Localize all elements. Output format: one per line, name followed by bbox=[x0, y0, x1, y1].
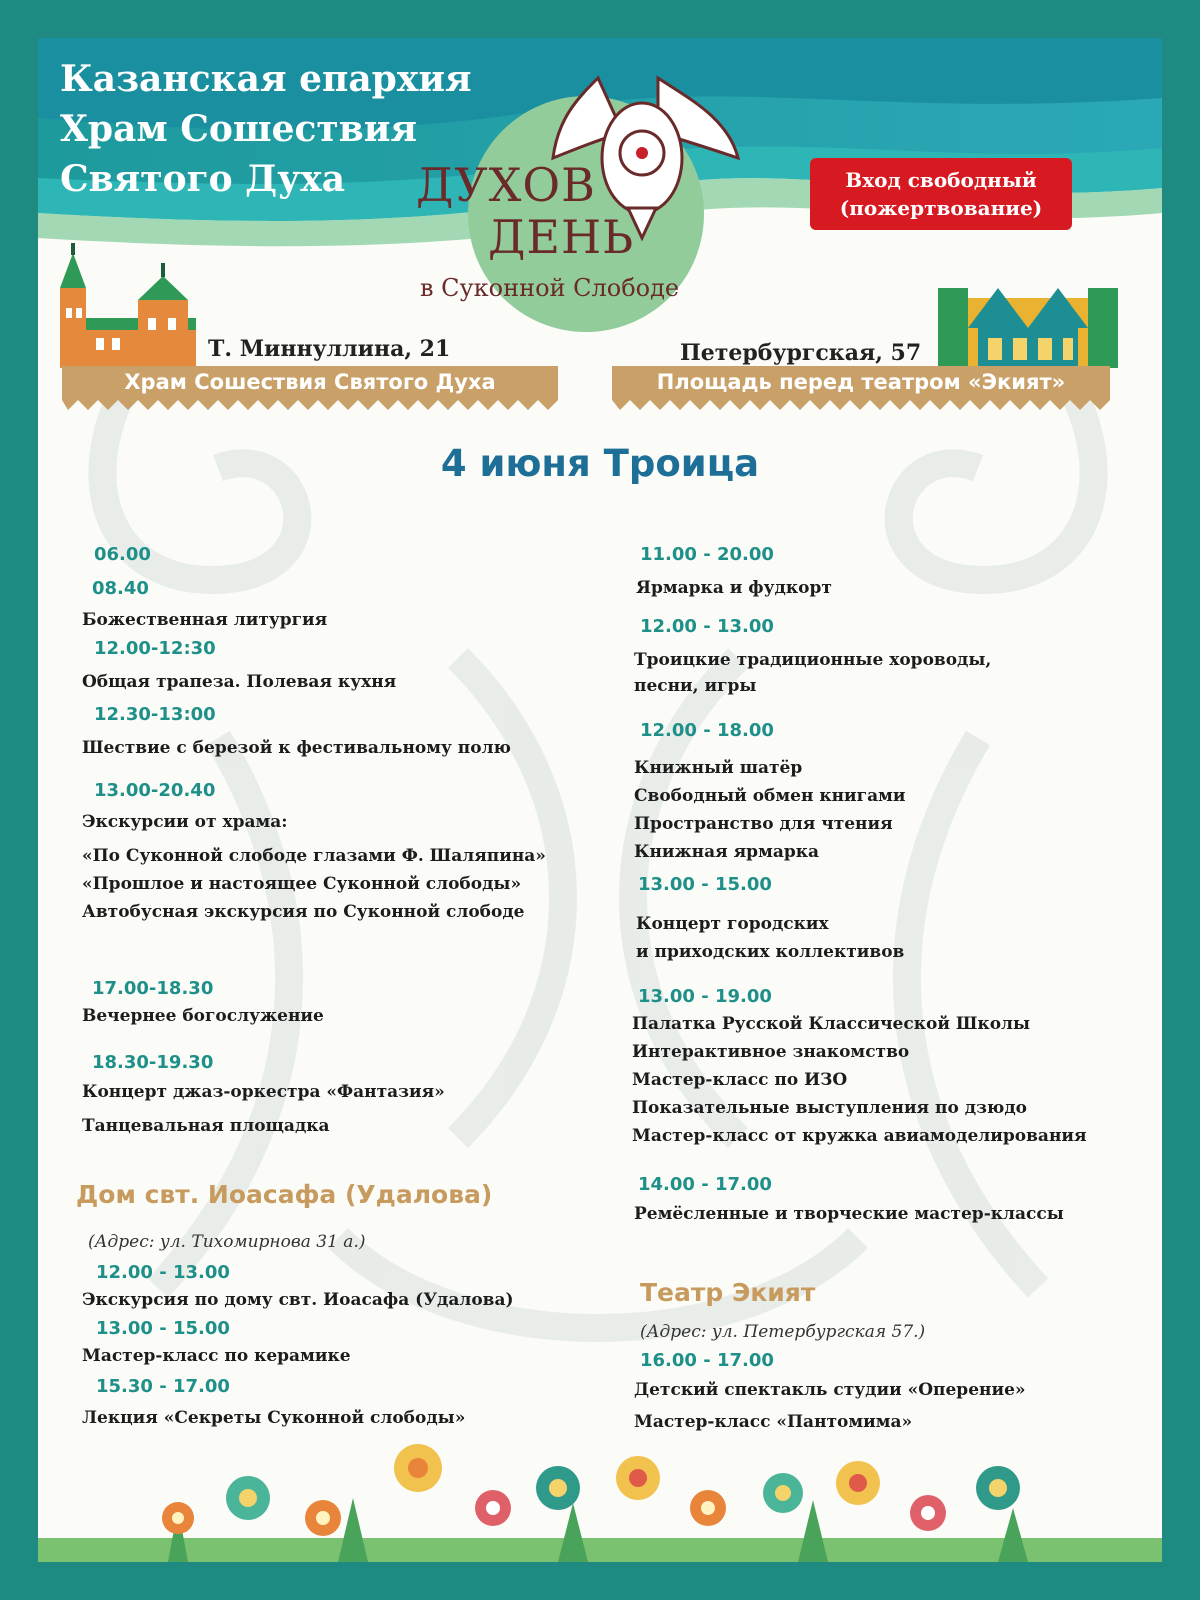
event-item: Книжная ярмарка bbox=[634, 842, 820, 862]
church-illustration bbox=[60, 243, 196, 368]
time-label: 16.00 - 17.00 bbox=[640, 1350, 774, 1371]
event-item: и приходских коллективов bbox=[636, 942, 905, 962]
time-label: 06.00 bbox=[94, 544, 151, 565]
right-venue-name: Площадь перед театром «Экият» bbox=[656, 370, 1066, 394]
logo-line-3: в Суконной Слободе bbox=[420, 274, 680, 302]
event-item: Детский спектакль студии «Оперение» bbox=[634, 1380, 1026, 1400]
left-venue-name: Храм Сошествия Святого Духа bbox=[124, 370, 496, 394]
event-item: Лекция «Секреты Суконной слободы» bbox=[82, 1408, 466, 1428]
free-entry-badge bbox=[810, 158, 1072, 230]
org-line-1: Казанская епархия bbox=[60, 58, 472, 100]
event-item: песни, игры bbox=[634, 676, 757, 696]
event-item: Шествие с березой к фестивальному полю bbox=[82, 738, 511, 758]
event-item: «Прошлое и настоящее Суконной слободы» bbox=[82, 874, 522, 894]
event-date-title: 4 июня Троица bbox=[440, 442, 760, 485]
event-item: Мастер-класс по ИЗО bbox=[632, 1070, 848, 1090]
event-item: Вечернее богослужение bbox=[82, 1006, 324, 1026]
event-item: «По Суконной слободе глазами Ф. Шаляпина» bbox=[82, 846, 546, 866]
event-item: Пространство для чтения bbox=[634, 814, 893, 834]
event-item: Ярмарка и фудкорт bbox=[636, 578, 832, 598]
time-label: 08.40 bbox=[92, 578, 149, 599]
event-item: Автобусная экскурсия по Суконной слободе bbox=[82, 902, 525, 922]
event-item: Свободный обмен книгами bbox=[634, 786, 906, 806]
event-item: Божественная литургия bbox=[82, 610, 328, 630]
event-item: Палатка Русской Классической Школы bbox=[632, 1014, 1031, 1034]
event-item: Ремёсленные и творческие мастер-классы bbox=[634, 1204, 1064, 1224]
time-label: 17.00-18.30 bbox=[92, 978, 214, 999]
event-item: Танцевальная площадка bbox=[82, 1116, 330, 1136]
time-label: 12.00 - 18.00 bbox=[640, 720, 774, 741]
time-label: 12.00 - 13.00 bbox=[640, 616, 774, 637]
entry-line-1: Вход свободный bbox=[845, 168, 1037, 192]
event-item: Экскурсия по дому свт. Иоасафа (Удалова) bbox=[82, 1290, 514, 1310]
event-item: Интерактивное знакомство bbox=[632, 1042, 910, 1062]
entry-line-2: (пожертвование) bbox=[839, 196, 1043, 220]
time-label: 14.00 - 17.00 bbox=[638, 1174, 772, 1195]
event-item: Экскурсии от храма: bbox=[82, 812, 288, 832]
event-item: Троицкие традиционные хороводы, bbox=[634, 650, 992, 670]
time-label: 18.30-19.30 bbox=[92, 1052, 214, 1073]
logo-line-2: ДЕНЬ bbox=[488, 210, 635, 264]
time-label: 13.00 - 19.00 bbox=[638, 986, 772, 1007]
event-item: Мастер-класс по керамике bbox=[82, 1346, 351, 1366]
time-label: 13.00 - 15.00 bbox=[96, 1318, 230, 1339]
event-item: Концерт джаз-оркестра «Фантазия» bbox=[82, 1082, 445, 1102]
house-address: (Адрес: ул. Тихомирнова 31 а.) bbox=[88, 1232, 366, 1252]
event-item: Книжный шатёр bbox=[634, 758, 803, 778]
time-label: 13.00-20.40 bbox=[94, 780, 216, 801]
event-item: Мастер-класс от кружка авиамоделирования bbox=[632, 1126, 1087, 1146]
org-line-2: Храм Сошествия bbox=[60, 108, 418, 150]
poster-body bbox=[38, 38, 1162, 1562]
time-label: 13.00 - 15.00 bbox=[638, 874, 772, 895]
time-label: 15.30 - 17.00 bbox=[96, 1376, 230, 1397]
event-item: Концерт городских bbox=[636, 914, 829, 934]
theatre-illustration bbox=[938, 288, 1118, 368]
time-label: 11.00 - 20.00 bbox=[640, 544, 774, 565]
right-venue-address: Петербургская, 57 bbox=[680, 340, 922, 366]
event-item: Общая трапеза. Полевая кухня bbox=[82, 672, 397, 692]
left-venue-address: Т. Миннуллина, 21 bbox=[208, 336, 451, 362]
time-label: 12.00 - 13.00 bbox=[96, 1262, 230, 1283]
theatre-address: (Адрес: ул. Петербургская 57.) bbox=[640, 1322, 926, 1342]
time-label: 12.30-13:00 bbox=[94, 704, 216, 725]
event-item: Мастер-класс «Пантомима» bbox=[634, 1412, 913, 1432]
logo-line-1: ДУХОВ bbox=[416, 158, 596, 212]
org-line-3: Святого Духа bbox=[60, 158, 346, 200]
house-section-title: Дом свт. Иоасафа (Удалова) bbox=[76, 1180, 493, 1209]
event-item: Показательные выступления по дзюдо bbox=[632, 1098, 1028, 1118]
time-label: 12.00-12:30 bbox=[94, 638, 216, 659]
theatre-section-title: Театр Экият bbox=[640, 1278, 816, 1307]
flower-border bbox=[38, 1444, 1162, 1562]
